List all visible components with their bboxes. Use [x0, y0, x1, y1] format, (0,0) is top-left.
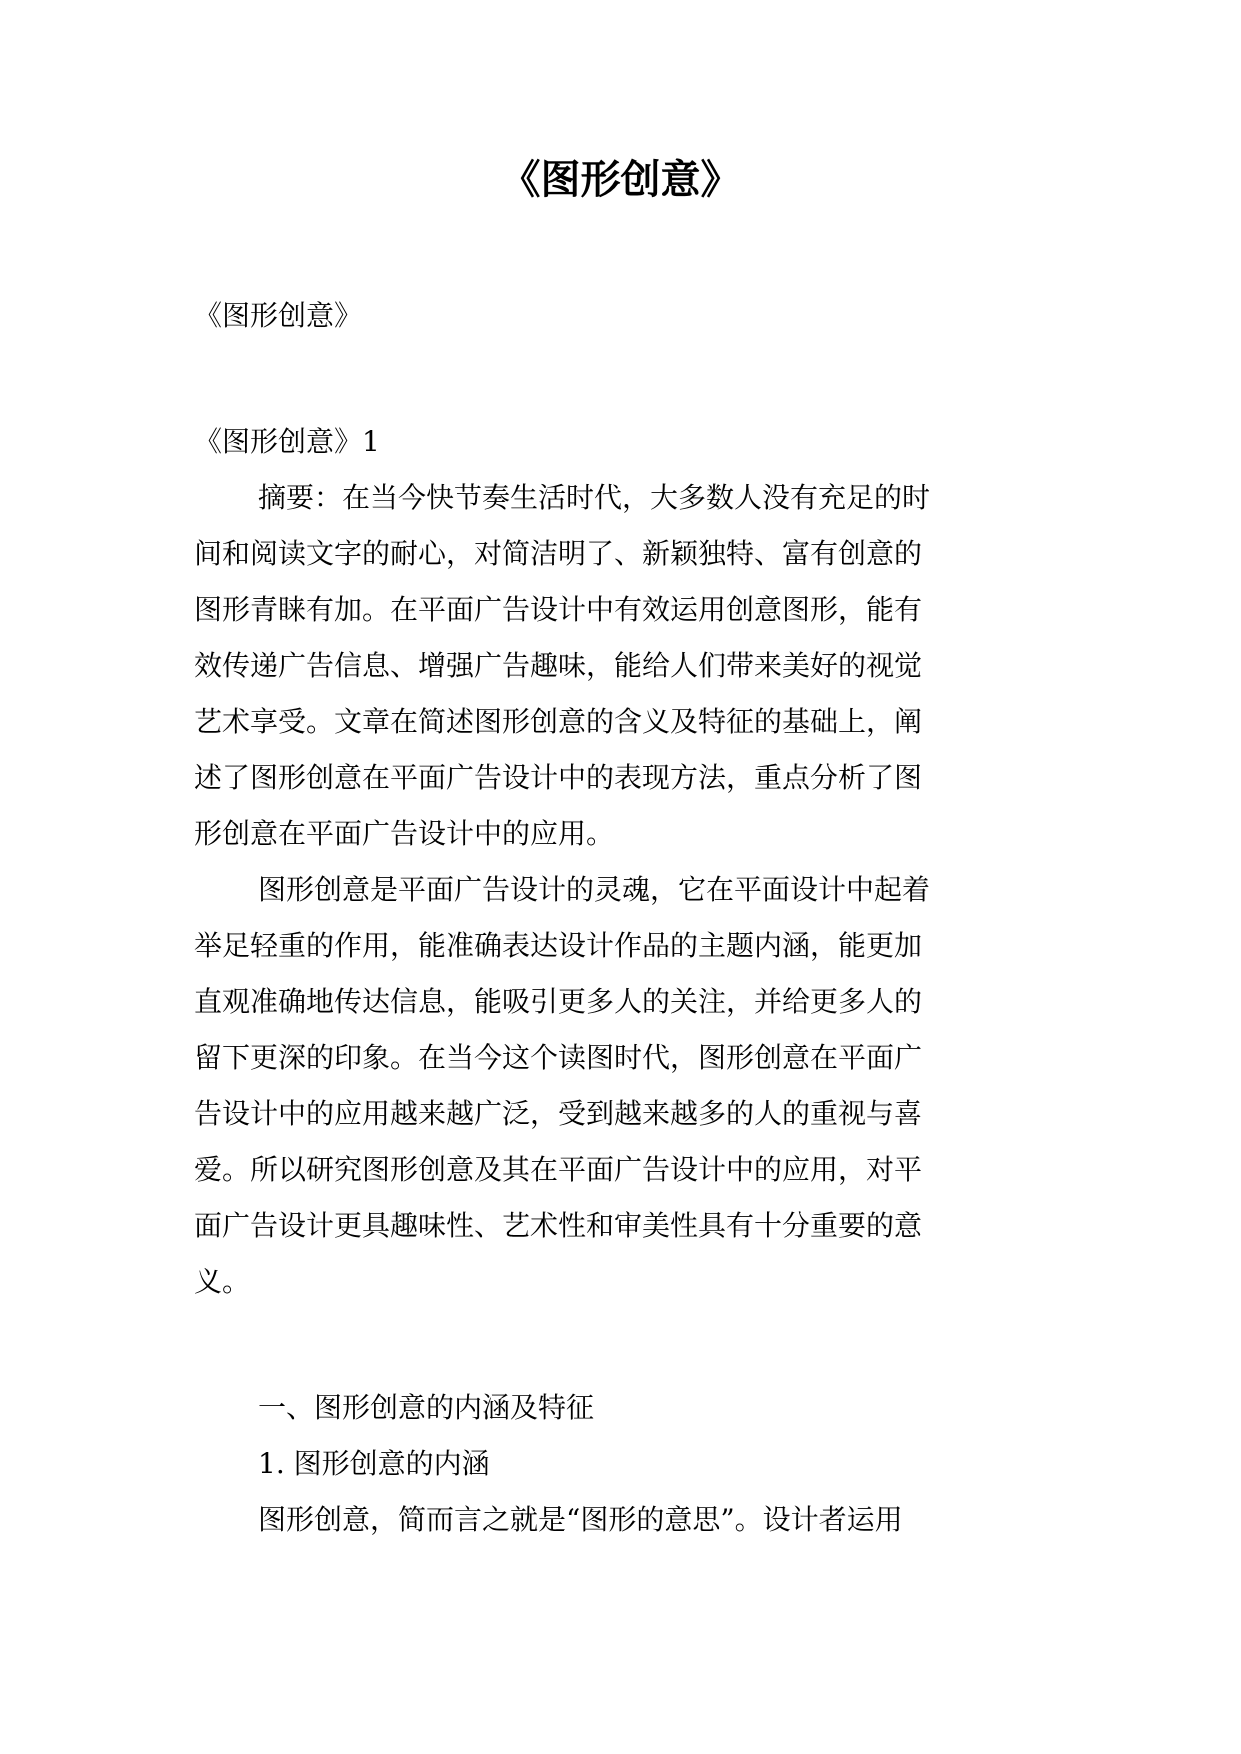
section-heading: 一、图形创意的内涵及特征 — [258, 1391, 595, 1424]
document-title: 《图形创意》 — [500, 157, 741, 203]
abstract-line: 形创意在平面广告设计中的应用。 — [194, 817, 615, 850]
intro-line: 告设计中的应用越来越广泛，受到越来越多的人的重视与喜 — [194, 1097, 923, 1130]
subsection-heading: 1. 图形创意的内涵 — [258, 1447, 490, 1480]
section-label: 《图形创意》1 — [194, 425, 380, 458]
document-body — [194, 288, 1056, 1548]
intro-line: 留下更深的印象。在当今这个读图时代，图形创意在平面广 — [194, 1041, 923, 1074]
abstract-line: 图形青睐有加。在平面广告设计中有效运用创意图形，能有 — [194, 593, 923, 626]
body-line: 图形创意，简而言之就是“图形的意思”。设计者运用 — [258, 1503, 903, 1536]
intro-paragraph — [194, 862, 1056, 1310]
spacer — [194, 344, 1056, 414]
abstract-line: 艺术享受。文章在简述图形创意的含义及特征的基础上，阐 — [194, 705, 923, 738]
abstract-line: 摘要：在当今快节奏生活时代，大多数人没有充足的时 — [258, 481, 931, 514]
abstract-line: 效传递广告信息、增强广告趣味，能给人们带来美好的视觉 — [194, 649, 923, 682]
abstract-line: 间和阅读文字的耐心，对简洁明了、新颖独特、富有创意的 — [194, 537, 923, 570]
spacer — [194, 1310, 1056, 1380]
abstract-line: 述了图形创意在平面广告设计中的表现方法，重点分析了图 — [194, 761, 923, 794]
intro-line: 直观准确地传达信息，能吸引更多人的关注，并给更多人的 — [194, 985, 923, 1018]
intro-line: 举足轻重的作用，能准确表达设计作品的主题内涵，能更加 — [194, 929, 923, 962]
intro-line: 义。 — [194, 1265, 251, 1298]
subtitle: 《图形创意》 — [194, 299, 363, 332]
intro-line: 爱。所以研究图形创意及其在平面广告设计中的应用，对平 — [194, 1153, 923, 1186]
intro-line: 面广告设计更具趣味性、艺术性和审美性具有十分重要的意 — [194, 1209, 923, 1242]
intro-line: 图形创意是平面广告设计的灵魂，它在平面设计中起着 — [258, 873, 931, 906]
abstract-paragraph — [194, 470, 1056, 862]
